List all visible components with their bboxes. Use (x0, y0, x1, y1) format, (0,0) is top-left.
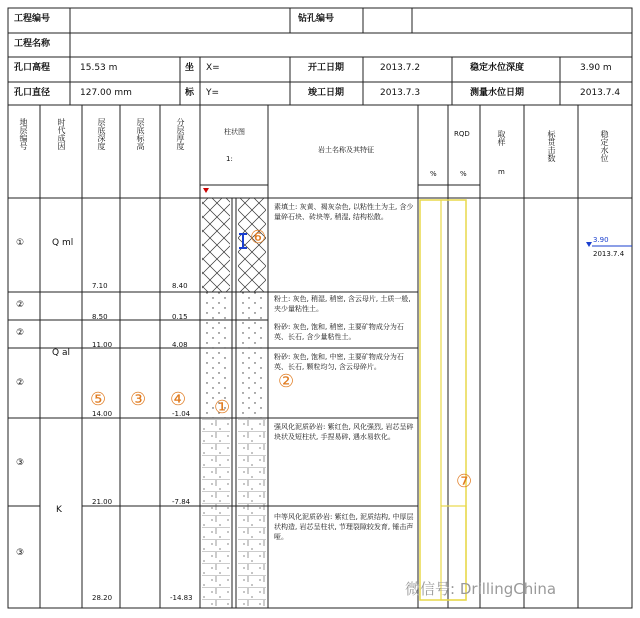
stratum-thickness: -1.04 (172, 410, 191, 418)
end-date-value: 2013.7.3 (380, 88, 421, 98)
col-age: 时代成因 (57, 118, 66, 150)
stratum-no: ① (16, 238, 25, 248)
callout-6: ⑥ (250, 227, 267, 248)
watermark-text: 微信号: DrillingChina (405, 580, 557, 598)
project-no-label: 工程编号 (14, 14, 51, 24)
stratum-description: 粉砂: 灰色, 饱和, 稍密, 主要矿物成分为石英、长石, 含少量粘性土。 (274, 323, 404, 341)
col-scale: 1: (226, 155, 233, 163)
y-coordinate: Y= (206, 88, 220, 98)
coord-label-1: 坐 (185, 63, 195, 73)
stratum-thickness: 0.15 (172, 313, 188, 321)
stratum-depth: 8.50 (92, 313, 108, 321)
stratum-depth: 11.00 (92, 341, 113, 349)
start-date-label: 开工日期 (308, 63, 345, 73)
stratum-depth: 21.00 (92, 498, 113, 506)
stratum-no: ③ (16, 458, 25, 468)
stratum-no: ② (16, 378, 25, 388)
stable-level-value: 3.90 m (580, 63, 612, 73)
stratum-no: ② (16, 328, 25, 338)
col-depth: 层底深度 (97, 118, 106, 150)
measure-date-value: 2013.7.4 (580, 88, 621, 98)
callout-2: ② (278, 371, 295, 392)
stratum-thickness: -14.83 (170, 594, 193, 602)
borehole-no-label: 钻孔编号 (298, 14, 335, 24)
diameter-label: 孔口直径 (14, 88, 51, 98)
callout-7: ⑦ (456, 471, 473, 492)
col-description: 岩土名称及其特征 (318, 146, 374, 154)
stratum-age: Q ml (52, 238, 74, 248)
col-rqd: RQD (454, 130, 470, 138)
water-level-value: 3.90 (593, 236, 609, 244)
col-water: 稳定水位 (600, 130, 609, 162)
callout-5: ⑤ (90, 389, 107, 410)
stratum-depth: 14.00 (92, 410, 113, 418)
col-column-chart: 柱状图 (224, 128, 245, 136)
stratum-description: 粉土: 灰色, 稍湿, 稍密, 含云母片, 土质一般, 夹少量粘性土。 (274, 295, 411, 313)
x-coordinate: X= (206, 63, 220, 73)
elevation-label: 孔口高程 (14, 63, 51, 73)
project-name-label: 工程名称 (14, 39, 51, 49)
elevation-value: 15.53 m (80, 63, 118, 73)
stratum-description: 中等风化泥质砂岩: 紫红色, 泥质结构, 中厚层状构造, 岩芯呈柱状, 节理裂隙较发育, 锤击声哑。 (274, 513, 414, 541)
stratum-description: 素填土: 灰黄、褐灰杂色, 以粘性土为主, 含少量碎石块、砖块等, 稍湿, 结构松散。 (274, 203, 414, 221)
col-stratum-no: 地层编号 (19, 118, 28, 150)
stratum-thickness: -7.84 (172, 498, 191, 506)
col-sample-unit: m (498, 168, 505, 176)
stratum-description: 粉砂: 灰色, 饱和, 中密, 主要矿物成分为石英、长石, 颗粒均匀, 含云母碎片。 (274, 353, 404, 371)
callout-3: ③ (130, 389, 147, 410)
col-thickness: 分层厚度 (176, 118, 185, 150)
stratum-depth: 7.10 (92, 282, 108, 290)
diameter-value: 127.00 mm (80, 88, 132, 98)
stratum-age: K (56, 505, 62, 515)
start-date-value: 2013.7.2 (380, 63, 421, 73)
measure-date-label: 测量水位日期 (470, 88, 525, 98)
col-elevation: 层底标高 (136, 118, 145, 150)
stratum-thickness: 8.40 (172, 282, 188, 290)
callout-1: ① (214, 397, 231, 418)
col-core-rate-unit: % (430, 170, 437, 178)
callout-4: ④ (170, 389, 187, 410)
col-spt: 标贯击数 (547, 130, 556, 162)
stratum-no: ③ (16, 548, 25, 558)
stratum-no: ② (16, 300, 25, 310)
coord-label-2: 标 (185, 88, 195, 98)
water-level-date: 2013.7.4 (593, 250, 625, 258)
stratum-depth: 28.20 (92, 594, 113, 602)
col-sample: 取样 (497, 130, 506, 146)
stratum-age: Q al (52, 348, 70, 358)
end-date-label: 竣工日期 (308, 88, 345, 98)
stratum-description: 强风化泥质砂岩: 紫红色, 风化强烈, 岩芯呈碎块状及短柱状, 手捏易碎, 遇水易软化。 (274, 423, 414, 441)
col-rqd-unit: % (460, 170, 467, 178)
stratum-thickness: 4.08 (172, 341, 188, 349)
stable-level-label: 稳定水位深度 (470, 63, 525, 73)
